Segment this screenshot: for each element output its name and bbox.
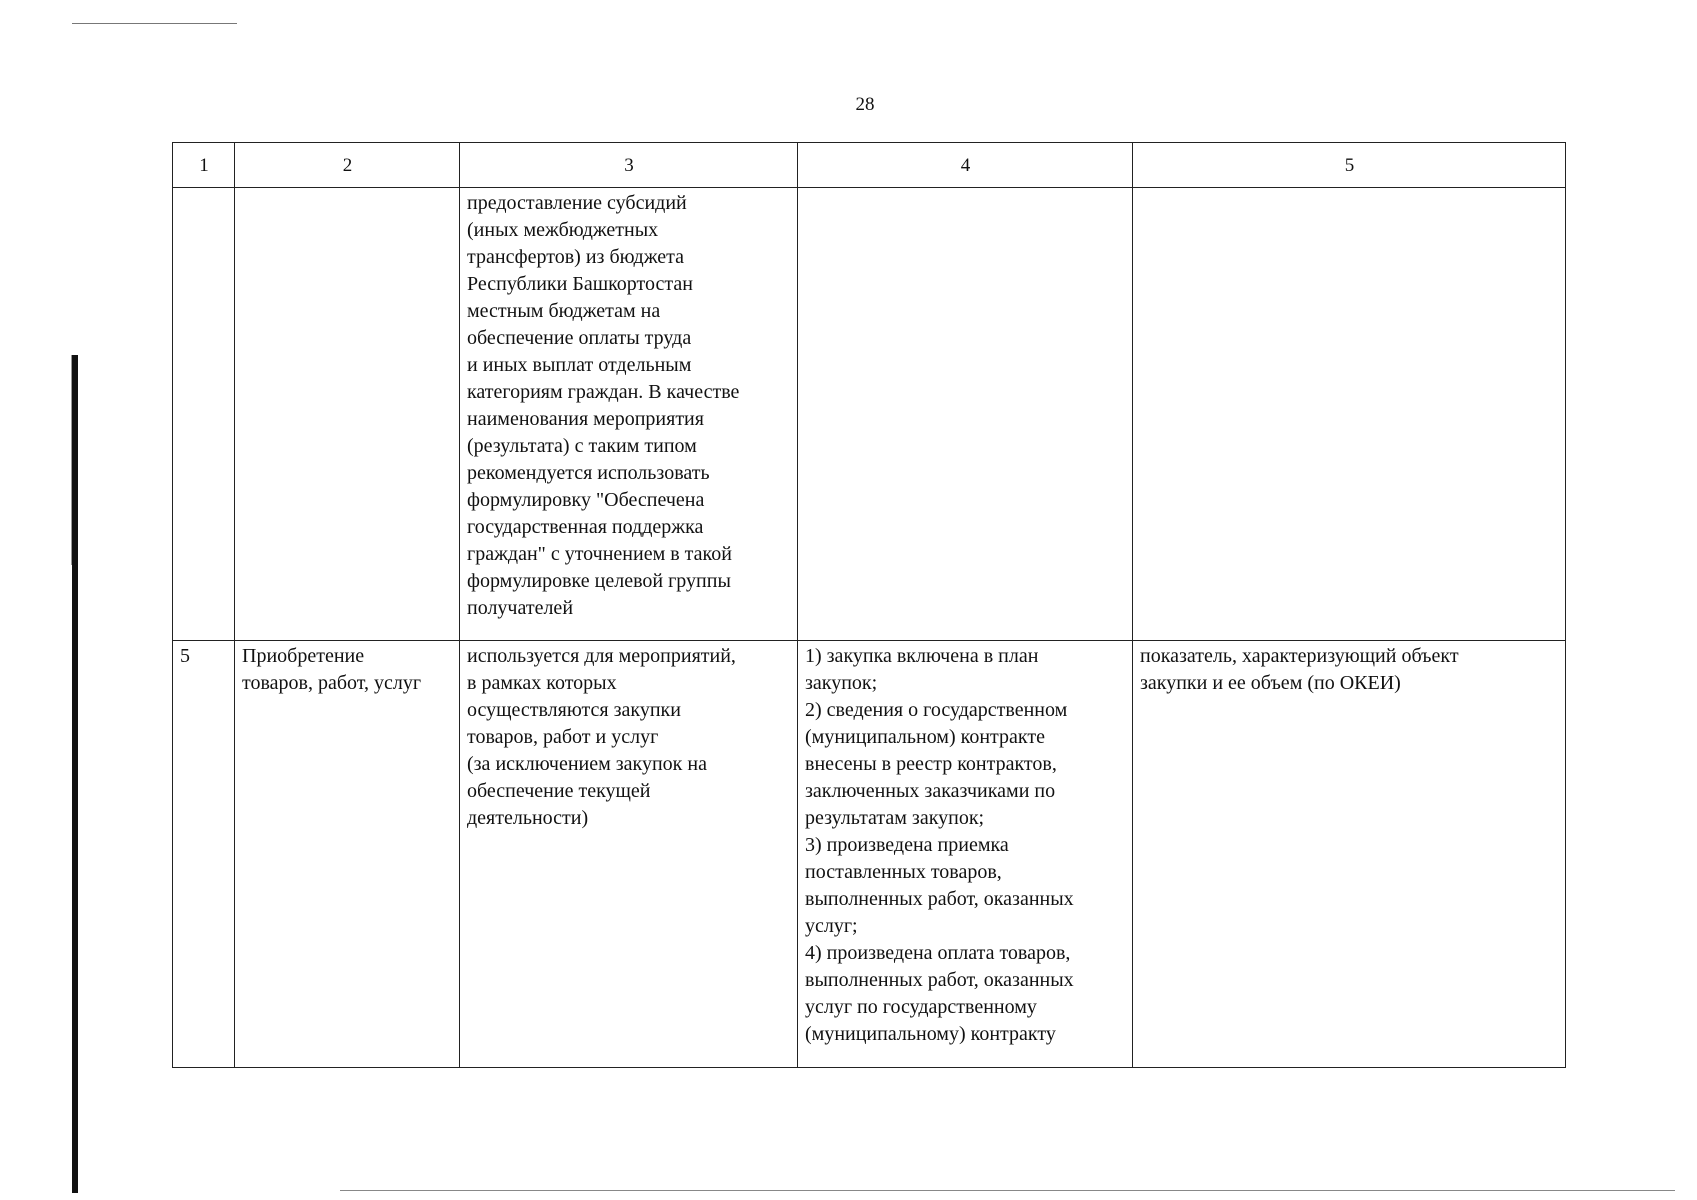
column-header-1: 1: [173, 143, 235, 188]
description-cell: [460, 641, 798, 1068]
column-header-4: 4: [798, 143, 1133, 188]
indicator-cell: [1133, 641, 1566, 1068]
row-number-cell: [173, 641, 235, 1068]
scan-artifact-left-bar: [72, 355, 78, 1193]
control-points-cell: [798, 641, 1133, 1068]
table-row: [173, 188, 1566, 641]
description-text: предоставление субсидий (иных межбюджетных трансфертов) из бюджета Республики Башкортостан местным бюджетам на обеспечение оплаты труда и иных выплат отдельным категориям граждан. В качестве наименования мероприятия (результата) с таким типом рекомендуется использовать формулировку "Обеспечена государственная поддержка граждан" с уточнением в такой формулировке целевой группы получателей: [467, 192, 740, 619]
description-cell: [460, 188, 798, 641]
column-header-3: 3: [460, 143, 798, 188]
event-type-name-cell: [235, 641, 460, 1068]
control-points-text: 1) закупка включена в план закупок; 2) сведения о государственном (муниципальном) контракте внесены в реестр контрактов, заключенных заказчиками по результатам закупок; 3) произведена приемка поставленных товаров, выполненных работ, оказанных услуг; 4) произведена оплата товаров, выполненных работ, оказанных услуг по государственному (муниципальному) контракту: [805, 645, 1074, 1045]
page-number: 28: [855, 94, 875, 115]
event-type-name-cell: [235, 188, 460, 641]
document-table: [172, 142, 1566, 1068]
table-row: [173, 641, 1566, 1068]
event-type-name: Приобретение товаров, работ, услуг: [242, 645, 422, 694]
table-header-row: [173, 143, 1566, 188]
scan-artifact-top-line: [72, 23, 237, 24]
indicator-cell: [1133, 188, 1566, 641]
indicator-text: показатель, характеризующий объект закупки и ее объем (по ОКЕИ): [1140, 645, 1459, 694]
column-header-2: 2: [235, 143, 460, 188]
row-number: 5: [180, 645, 190, 667]
column-header-5: 5: [1133, 143, 1566, 188]
row-number-cell: [173, 188, 235, 641]
control-points-cell: [798, 188, 1133, 641]
description-text: используется для мероприятий, в рамках которых осуществляются закупки товаров, работ и услуг (за исключением закупок на обеспечение текущей деятельности): [467, 645, 736, 829]
scan-artifact-bottom-line: [340, 1190, 1675, 1191]
